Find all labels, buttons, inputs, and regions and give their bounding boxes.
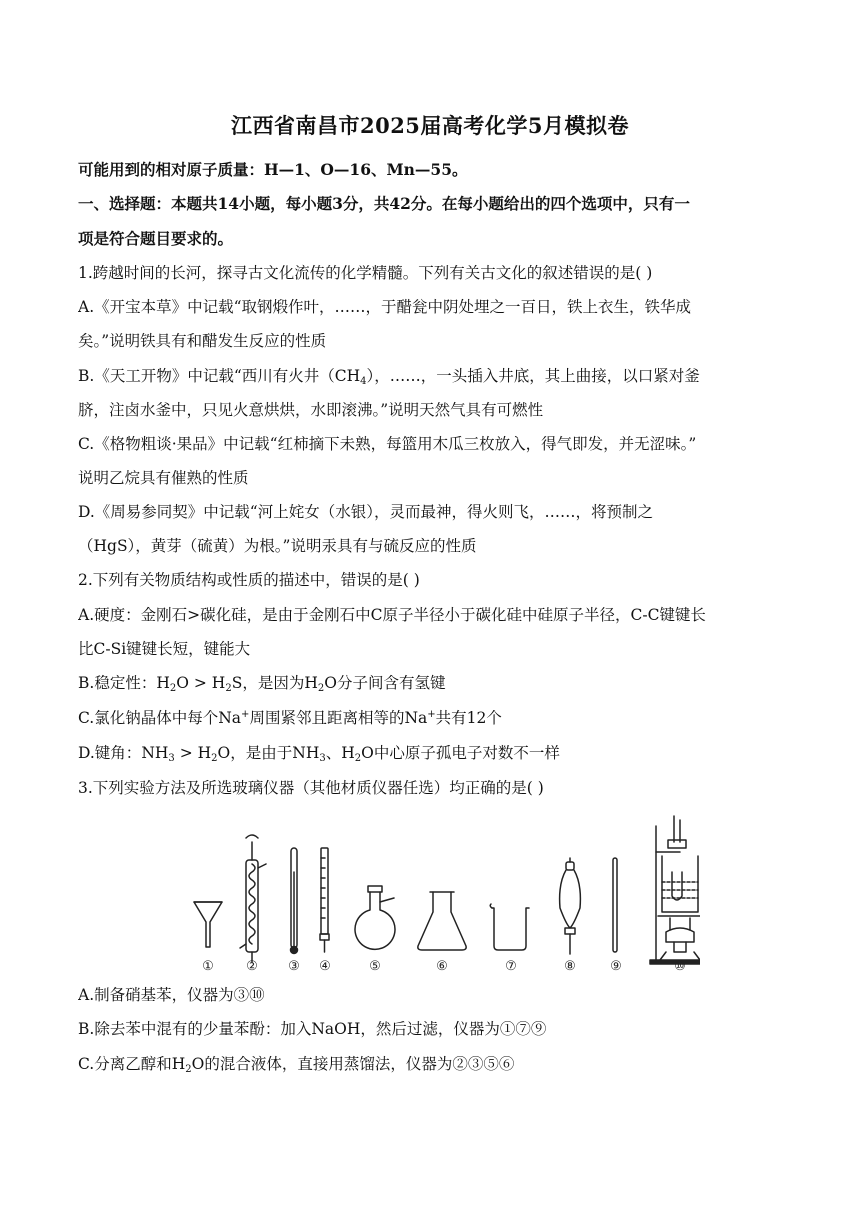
q1-option-c-line1: C.《格物粗谈·果品》中记载“红柿摘下未熟，每篮用木瓜三枚放入，得气即发，并无涩味。” [78, 435, 697, 453]
section1-heading-line1: 一、选择题：本题共14小题，每小题3分，共42分。在每小题给出的四个选项中，只有一 [78, 194, 690, 213]
q1-option-d-line1: D.《周易参同契》中记载“河上姹女（水银），灵而最神，得火则飞，……，将预制之 [78, 503, 653, 521]
q2-option-c: C.氯化钠晶体中每个Na+周围紧邻且距离相等的Na+共有12个 [78, 709, 502, 727]
formula-nh3: $NH_3$ [141, 744, 175, 763]
separatory-funnel-icon [560, 858, 581, 954]
apparatus-label-10: ⑩ [674, 959, 686, 974]
thermometer-icon [291, 848, 298, 954]
q3-stem: 3.下列实验方法及所选玻璃仪器（其他材质仪器任选）均正确的是( ) [78, 779, 544, 797]
q2-option-a-line2: 比C-Si键键长短，键能大 [78, 640, 251, 658]
funnel-icon [194, 902, 222, 947]
apparatus-label-6: ⑥ [436, 959, 448, 974]
apparatus-label-9: ⑨ [610, 959, 622, 974]
q2-option-d: D.键角：$NH_3 > H_2O$，是由于$NH_3$、$H_2O$中心原子孤电子对数不一样 [78, 744, 560, 763]
formula-ch4: $CH_4$ [334, 367, 367, 386]
apparatus-label-3: ③ [288, 959, 300, 974]
water-bath-apparatus-icon [650, 816, 700, 964]
q1-option-a-line2: 矣。”说明铁具有和醋发生反应的性质 [78, 332, 327, 350]
glassware-figure [180, 812, 700, 974]
q1-stem: 1.跨越时间的长河，探寻古文化流传的化学精髓。下列有关古文化的叙述错误的是( ) [78, 264, 653, 282]
q2-option-a-line1: A.硬度：金刚石>碳化硅，是由于金刚石中C原子半径小于碳化硅中硅原子半径，C-C键键长 [78, 606, 706, 624]
apparatus-label-2: ② [246, 959, 258, 974]
q1-option-b-line2: 脐，注卤水釜中，只见火意烘烘，水即滚沸。”说明天然气具有可燃性 [78, 401, 544, 419]
q3-option-a: A.制备硝基苯，仪器为③⑩ [78, 986, 265, 1004]
apparatus-label-4: ④ [319, 959, 331, 974]
page-title: 江西省南昌市2025届高考化学5月模拟卷 [230, 113, 630, 138]
apparatus-label-1: ① [202, 959, 214, 974]
apparatus-label-5: ⑤ [369, 959, 381, 974]
q2-stem: 2.下列有关物质结构或性质的描述中，错误的是( ) [78, 571, 420, 589]
q1-option-a-line1: A.《开宝本草》中记载“取钢煅作叶，……，于醋瓮中阴处埋之一百日，铁上衣生，铁华成 [78, 298, 692, 316]
apparatus-label-8: ⑧ [564, 959, 576, 974]
distillation-flask-icon [355, 886, 395, 949]
apparatus-label-7: ⑦ [505, 959, 517, 974]
formula-h2o: $H_2O$ [304, 674, 337, 693]
q1-b-text-2: ），……，一头插入井底，其上曲接，以口紧对釜 [366, 367, 700, 385]
q1-option-d-line2: （HgS），黄芽（硫黄）为根。”说明汞具有与硫反应的性质 [78, 537, 477, 555]
condenser-icon [240, 835, 266, 962]
q1-b-text-1: B.《天工开物》中记载“西川有火井（ [78, 367, 335, 385]
formula-h2s: $H_2S$ [211, 674, 243, 693]
conical-flask-icon [418, 892, 466, 950]
q3-option-c: C.分离乙醇和$H_2O$的混合液体，直接用蒸馏法，仪器为②③⑤⑥ [78, 1055, 515, 1074]
q2-option-b: B.稳定性：$H_2O > H_2S$，是因为$H_2O$分子间含有氢键 [78, 674, 446, 693]
formula-nh3: $NH_3$ [292, 744, 326, 763]
formula-h2o: $H_2O$ [171, 1055, 205, 1074]
formula-h2o: $H_2O$ [156, 674, 189, 693]
glass-rod-icon [613, 858, 617, 952]
atomic-masses: 可能用到的相对原子质量：H—1、O—16、Mn—55。 [78, 160, 468, 179]
formula-h2o: $H_2O$ [197, 744, 231, 763]
q1-option-c-line2: 说明乙烷具有催熟的性质 [78, 469, 249, 487]
formula-h2o: $H_2O$ [341, 744, 374, 763]
q1-option-b-line1 [78, 366, 790, 386]
q3-option-b: B.除去苯中混有的少量苯酚：加入NaOH，然后过滤，仪器为①⑦⑨ [78, 1020, 547, 1038]
beaker-icon [490, 904, 529, 950]
section1-heading-line2: 项是符合题目要求的。 [78, 229, 234, 248]
burette-icon [320, 848, 329, 952]
